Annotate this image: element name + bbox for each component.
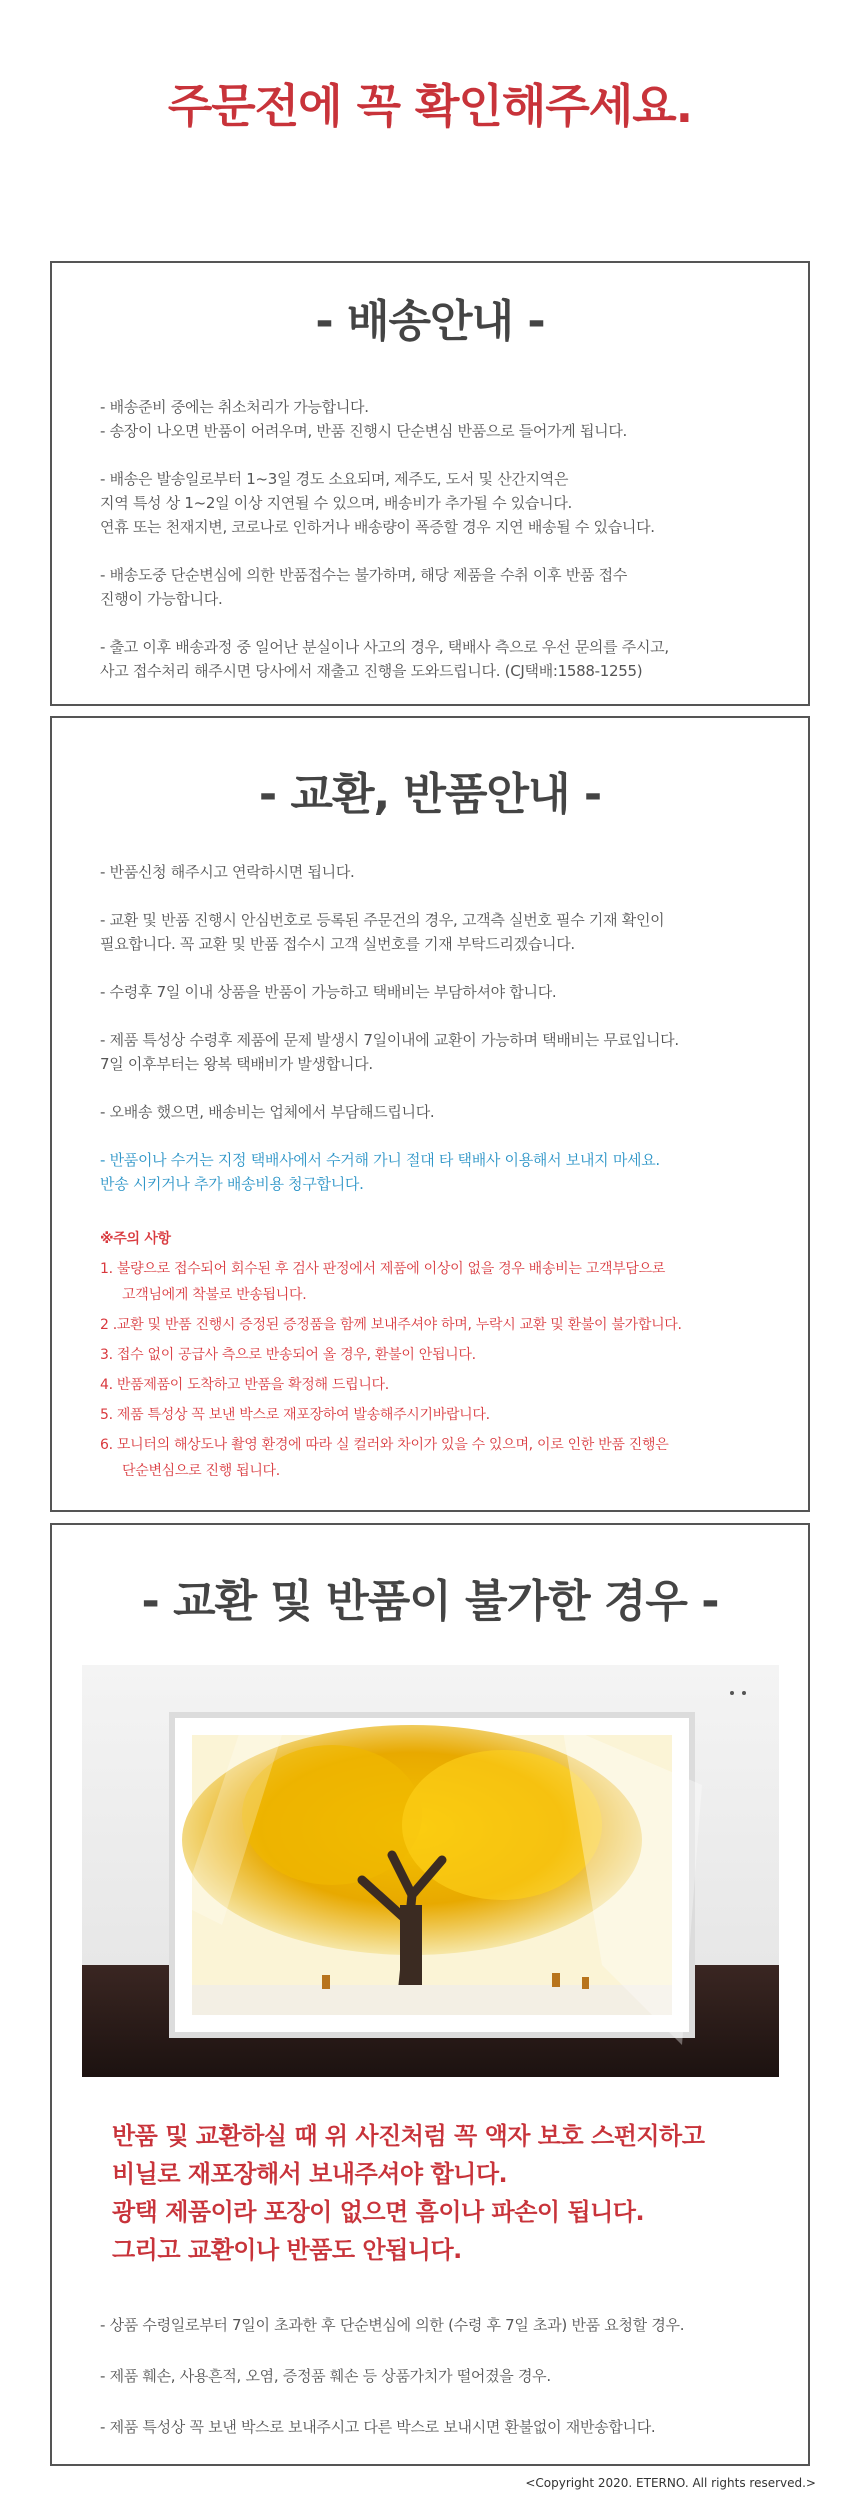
list-item: - 교환 및 반품 진행시 안심번호로 등록된 주문건의 경우, 고객측 실번호 필수 기재 확인이 bbox=[100, 911, 665, 929]
packaging-notice bbox=[112, 2117, 808, 2269]
caution-item: 고객님에게 착불로 반송됩니다. bbox=[122, 1287, 307, 1303]
packaged-golden-tree-painting-photo-icon bbox=[82, 1665, 779, 2077]
list-item: - 오배송 했으면, 배송비는 업체에서 부담해드립니다. bbox=[100, 1103, 435, 1121]
list-item: 진행이 가능합니다. bbox=[100, 590, 223, 608]
list-item: - 출고 이후 배송과정 중 일어난 분실이나 사고의 경우, 택배사 측으로 우선 문의를 주시고, bbox=[100, 638, 669, 656]
list-item: - 반품신청 해주시고 연락하시면 됩니다. bbox=[100, 863, 355, 881]
impossible-list bbox=[100, 2313, 808, 2439]
page-title: 주문전에 꼭 확인해주세요. bbox=[167, 79, 693, 133]
caution-item: 단순변심으로 진행 됩니다. bbox=[122, 1463, 280, 1479]
notice-line: 광택 제품이라 포장이 없으면 흠이나 파손이 됩니다. bbox=[112, 2198, 645, 2226]
shipping-list bbox=[100, 395, 778, 683]
impossible-title: - 교환 및 반품이 불가한 경우 - bbox=[141, 1576, 719, 1627]
list-item: 필요합니다. 꼭 교환 및 반품 접수시 고객 실번호를 기재 부탁드리겠습니다. bbox=[100, 935, 575, 953]
shipping-title: - 배송안내 - bbox=[315, 296, 545, 347]
caution-item: 4. 반품제품이 도착하고 반품을 확정해 드립니다. bbox=[100, 1377, 389, 1393]
caution-item: 3. 접수 없이 공급사 측으로 반송되어 올 경우, 환불이 안됩니다. bbox=[100, 1347, 476, 1363]
notice-line: 반품 및 교환하실 때 위 사진처럼 꼭 액자 보호 스펀지하고 bbox=[112, 2122, 705, 2150]
list-item: - 상품 수령일로부터 7일이 초과한 후 단순변심에 의한 (수령 후 7일 초과) 반품 요청할 경우. bbox=[100, 2316, 685, 2334]
caution-list bbox=[100, 1224, 808, 1486]
list-item: 지역 특성 상 1~2일 이상 지연될 수 있으며, 배송비가 추가될 수 있습니다. bbox=[100, 494, 572, 512]
list-item: - 배송준비 중에는 취소처리가 가능합니다. bbox=[100, 398, 369, 416]
list-item: - 송장이 나오면 반품이 어려우며, 반품 진행시 단순변심 반품으로 들어가게 됩니다. bbox=[100, 422, 628, 440]
caution-item: 6. 모니터의 해상도나 촬영 환경에 따라 실 컬러와 차이가 있을 수 있으며, 이로 인한 반품 진행은 bbox=[100, 1437, 669, 1453]
caution-item: 5. 제품 특성상 꼭 보낸 박스로 재포장하여 발송해주시기바랍니다. bbox=[100, 1407, 490, 1423]
list-item: - 배송도중 단순변심에 의한 반품접수는 불가하며, 해당 제품을 수취 이후 반품 접수 bbox=[100, 566, 628, 584]
list-item: - 반품이나 수거는 지정 택배사에서 수거해 가니 절대 타 택배사 이용해서 보내지 마세요. bbox=[100, 1151, 660, 1169]
list-item: 반송 시키거나 추가 배송비용 청구합니다. bbox=[100, 1175, 364, 1193]
caution-item: 2 .교환 및 반품 진행시 증정된 증정품을 함께 보내주셔야 하며, 누락시 교환 및 환불이 불가합니다. bbox=[100, 1317, 682, 1333]
copyright-text: <Copyright 2020. ETERNO. All rights reserved.> bbox=[525, 2476, 816, 2490]
list-item: - 배송은 발송일로부터 1~3일 경도 소요되며, 제주도, 도서 및 산간지역은 bbox=[100, 470, 569, 488]
list-item: 7일 이후부터는 왕복 택배비가 발생합니다. bbox=[100, 1055, 373, 1073]
caution-item: 1. 불량으로 접수되어 회수된 후 검사 판정에서 제품에 이상이 없을 경우 배송비는 고객부담으로 bbox=[100, 1261, 666, 1277]
exchange-info-section bbox=[50, 716, 810, 1512]
notice-line: 그리고 교환이나 반품도 안됩니다. bbox=[112, 2236, 462, 2264]
impossible-cases-section bbox=[50, 1523, 810, 2466]
caution-title: ※주의 사항 bbox=[100, 1231, 171, 1247]
exchange-list bbox=[100, 860, 778, 1196]
list-item: - 수령후 7일 이내 상품을 반품이 가능하고 택배비는 부담하셔야 합니다. bbox=[100, 983, 557, 1001]
list-item: - 제품 훼손, 사용흔적, 오염, 증정품 훼손 등 상품가치가 떨어졌을 경우. bbox=[100, 2367, 551, 2385]
list-item: 사고 접수처리 해주시면 당사에서 재출고 진행을 도와드립니다. (CJ택배:1588-1255) bbox=[100, 662, 643, 680]
list-item: - 제품 특성상 꼭 보낸 박스로 보내주시고 다른 박스로 보내시면 환불없이 재반송합니다. bbox=[100, 2418, 656, 2436]
packaged-painting-photo bbox=[82, 1665, 779, 2077]
notice-line: 비닐로 재포장해서 보내주셔야 합니다. bbox=[112, 2160, 508, 2188]
exchange-title: - 교환, 반품안내 - bbox=[258, 769, 602, 820]
list-item: 연휴 또는 천재지변, 코로나로 인하거나 배송량이 폭증할 경우 지연 배송될 수 있습니다. bbox=[100, 518, 655, 536]
list-item: - 제품 특성상 수령후 제품에 문제 발생시 7일이내에 교환이 가능하며 택배비는 무료입니다. bbox=[100, 1031, 679, 1049]
shipping-info-section bbox=[50, 261, 810, 706]
